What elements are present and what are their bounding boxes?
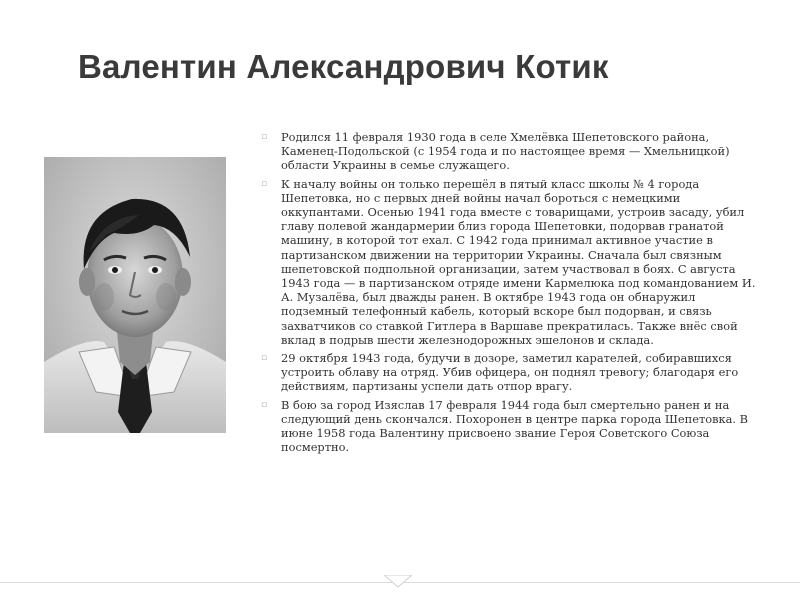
bullet-icon: ▫ bbox=[261, 132, 268, 142]
paragraph-text: В бою за город Изяслав 17 февраля 1944 года был смертельно ранен и на следующий день скончался. Похоронен в центре парка города Шепетовка. В июне 1958 года Валентину присвоено звание Героя Советского Союза посмертно. bbox=[281, 397, 749, 455]
paragraph-text: К началу войны он только перешёл в пятый класс школы № 4 города Шепетовка, но с первых дней войны начал бороться с немецкими оккупантами. Осенью 1941 года вместе с товарищами, устроив засаду, убил главу полевой жандармерии близ города Шепетовки, подорвав гранатой машину, в которой тот ехал. С 1942 года принимал активное участие в партизанском движении на территории Украины. Сначала был связным шепетовской подпольной организации, затем участвовал в боях. С августа 1943 года — в партизанском отряде имени Кармелюка под командованием И. А. Музалёва, был дважды ранен. В октябре 1943 года он обнаружил подземный телефонный кабель, который вскоре был подорван, и связь захватчиков со ставкой Гитлера в Варшаве прекратилась. Также внёс свой вклад в подрыв шести железнодорожных эшелонов и склада. bbox=[281, 176, 756, 347]
paragraph-october bbox=[260, 351, 756, 394]
bullet-icon: ▫ bbox=[261, 178, 268, 189]
paragraph-birth bbox=[260, 130, 756, 173]
portrait-photo bbox=[44, 157, 226, 433]
slide-title: Валентин Александрович Котик bbox=[78, 48, 609, 85]
text-content bbox=[260, 130, 756, 458]
bullet-icon: ▫ bbox=[261, 399, 268, 410]
paragraph-war bbox=[260, 177, 756, 347]
chevron-down-icon bbox=[384, 575, 412, 589]
paragraph-text: Родился 11 февраля 1930 года в селе Хмелёвка Шепетовского района, Каменец-Подольской (с 1954 года и по настоящее время — Хмельницкой) области Украины в семье служащего. bbox=[281, 130, 730, 173]
paragraph-death bbox=[260, 398, 756, 455]
bullet-icon: ▫ bbox=[261, 353, 268, 364]
paragraph-text: 29 октября 1943 года, будучи в дозоре, заметил карателей, собиравшихся устроить облаву на отряд. Убив офицера, он поднял тревогу; благодаря его действиям, партизаны успели дать отпор врагу. bbox=[281, 351, 739, 394]
